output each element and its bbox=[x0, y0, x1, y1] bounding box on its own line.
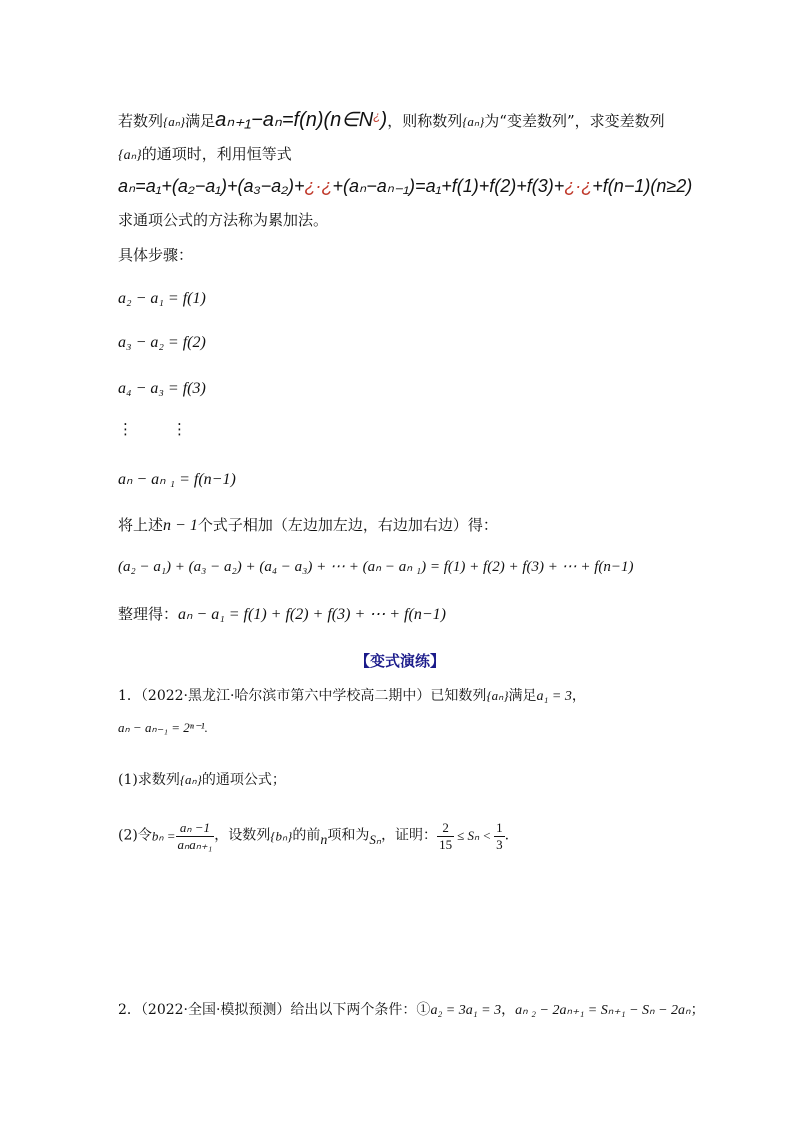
identity-formula: +f(n−1)(n≥2) bbox=[592, 176, 693, 196]
steps-heading: 具体步骤： bbox=[118, 246, 194, 264]
sum-equation: (a₂ − a₁) + (a₃ − a₂) + (a₄ − a₃) + ⋯ + (aₙ − aₙ ₁) = f(1) + f(2) + f(3) + ⋯ + f(n−1) bbox=[118, 559, 634, 575]
vertical-dots-right: ⋮ bbox=[172, 420, 187, 438]
period: . bbox=[504, 827, 510, 844]
question-2-line-1 bbox=[118, 1002, 705, 1020]
period: . bbox=[204, 720, 208, 735]
identity-line bbox=[118, 176, 692, 198]
condition-1-formula: a₂ = 3a₁ = 3 bbox=[430, 1003, 502, 1018]
question-1-recurrence bbox=[118, 720, 208, 736]
glitch-char: ¿ bbox=[373, 109, 381, 123]
intro-line-1 bbox=[118, 108, 665, 132]
identity-formula: +(aₙ−aₙ₋₁)=a₁+f(1)+f(2)+f(3)+ bbox=[332, 176, 565, 196]
part-2-text: 的前 bbox=[292, 827, 321, 844]
sequence-notation: {aₙ} bbox=[118, 148, 142, 163]
condition-1-formula-2: aₙ ₂ − 2aₙ₊₁ = Sₙ₊₁ − Sₙ − 2aₙ bbox=[515, 1003, 691, 1018]
exercise-heading: 【变式演练】 bbox=[354, 652, 445, 670]
fraction-numerator: 1 bbox=[496, 820, 503, 835]
fraction-denominator: 3 bbox=[496, 836, 503, 852]
definition-formula: aₙ₊₁−aₙ=f(n)(n∈N bbox=[215, 109, 374, 131]
step-equation-1: a₂ − a₁ = f(1) bbox=[118, 290, 206, 307]
sum-intro-text: 将上述 bbox=[118, 516, 164, 534]
part-2-text: 项和为 bbox=[327, 827, 370, 844]
question-1-text: ， bbox=[571, 688, 586, 704]
identity-formula: aₙ=a₁+(a₂−a₁)+(a₃−a₂)+ bbox=[118, 176, 305, 196]
fraction-1-3 bbox=[494, 820, 505, 852]
sum-intro-math: n − 1 bbox=[163, 517, 198, 534]
sequence-notation: {aₙ} bbox=[462, 114, 485, 129]
step-equation-n: aₙ − aₙ ₁ = f(n−1) bbox=[118, 471, 236, 488]
question-1-part-1 bbox=[118, 772, 286, 789]
inequality: ≤ Sₙ < bbox=[457, 828, 492, 844]
question-1-line-1 bbox=[118, 688, 586, 706]
fraction-denominator: 15 bbox=[439, 836, 453, 852]
bn-fraction bbox=[176, 820, 215, 852]
sn-variable: Sₙ bbox=[369, 831, 382, 847]
n-variable: n bbox=[320, 832, 328, 848]
fraction-2-15 bbox=[437, 820, 454, 852]
intro-text: ，则称数列 bbox=[387, 112, 463, 130]
sequence-notation: {aₙ} bbox=[163, 114, 186, 129]
step-equation-3: a₄ − a₃ = f(3) bbox=[118, 380, 206, 397]
intro-line-4 bbox=[118, 211, 328, 229]
intro-text: 的通项时，利用恒等式 bbox=[141, 145, 292, 163]
glitch-char: ¿·¿ bbox=[564, 176, 593, 196]
part-1-text: 的通项公式； bbox=[201, 772, 286, 788]
part-1-text: (1)求数列 bbox=[118, 772, 180, 788]
definition-formula-end: ) bbox=[380, 109, 388, 131]
sum-intro bbox=[118, 516, 498, 535]
question-2-text: ； bbox=[690, 1002, 705, 1018]
fraction-denominator: aₙaₙ₊₁ bbox=[177, 836, 213, 852]
result-label: 整理得： bbox=[118, 605, 179, 623]
part-2-text: (2)令 bbox=[118, 827, 152, 844]
question-1-text: 1．（2022·黑龙江·哈尔滨市第六中学校高二期中）已知数列 bbox=[118, 688, 487, 704]
sequence-notation: {aₙ} bbox=[179, 772, 202, 787]
question-1-text: 满足 bbox=[508, 688, 537, 704]
part-2-text: ，设数列 bbox=[214, 827, 271, 844]
recurrence-formula: aₙ − aₙ₋₁ = 2ⁿ⁻¹ bbox=[118, 720, 205, 735]
question-1-part-2 bbox=[118, 820, 509, 852]
result-line bbox=[118, 605, 446, 624]
intro-text: 为“变差数列”，求变差数列 bbox=[484, 112, 665, 130]
intro-text: 若数列 bbox=[118, 112, 164, 130]
vertical-dots-left: ⋮ bbox=[118, 420, 133, 438]
part-2-text: ，证明： bbox=[381, 827, 438, 844]
sequence-notation: {bₙ} bbox=[270, 828, 293, 844]
intro-line-2 bbox=[118, 145, 292, 165]
step-equation-2: a₃ − a₂ = f(2) bbox=[118, 334, 206, 351]
fraction-numerator: 2 bbox=[437, 820, 454, 837]
bn-label: bₙ = bbox=[151, 828, 176, 844]
intro-text: 求通项公式的方法称为累加法。 bbox=[118, 211, 329, 229]
fraction-numerator: aₙ −1 bbox=[176, 820, 215, 837]
sequence-notation: {aₙ} bbox=[486, 688, 509, 703]
intro-text: 满足 bbox=[185, 112, 216, 130]
glitch-char: ¿·¿ bbox=[304, 176, 333, 196]
sum-intro-text: 个式子相加（左边加左边，右边加右边）得： bbox=[197, 516, 498, 534]
question-2-text: ， bbox=[501, 1002, 516, 1018]
result-equation: aₙ − a₁ = f(1) + f(2) + f(3) + ⋯ + f(n−1) bbox=[178, 606, 446, 623]
initial-condition: a₁ = 3 bbox=[536, 689, 572, 704]
question-2-text: 2．（2022·全国·模拟预测）给出以下两个条件：① bbox=[118, 1002, 431, 1018]
